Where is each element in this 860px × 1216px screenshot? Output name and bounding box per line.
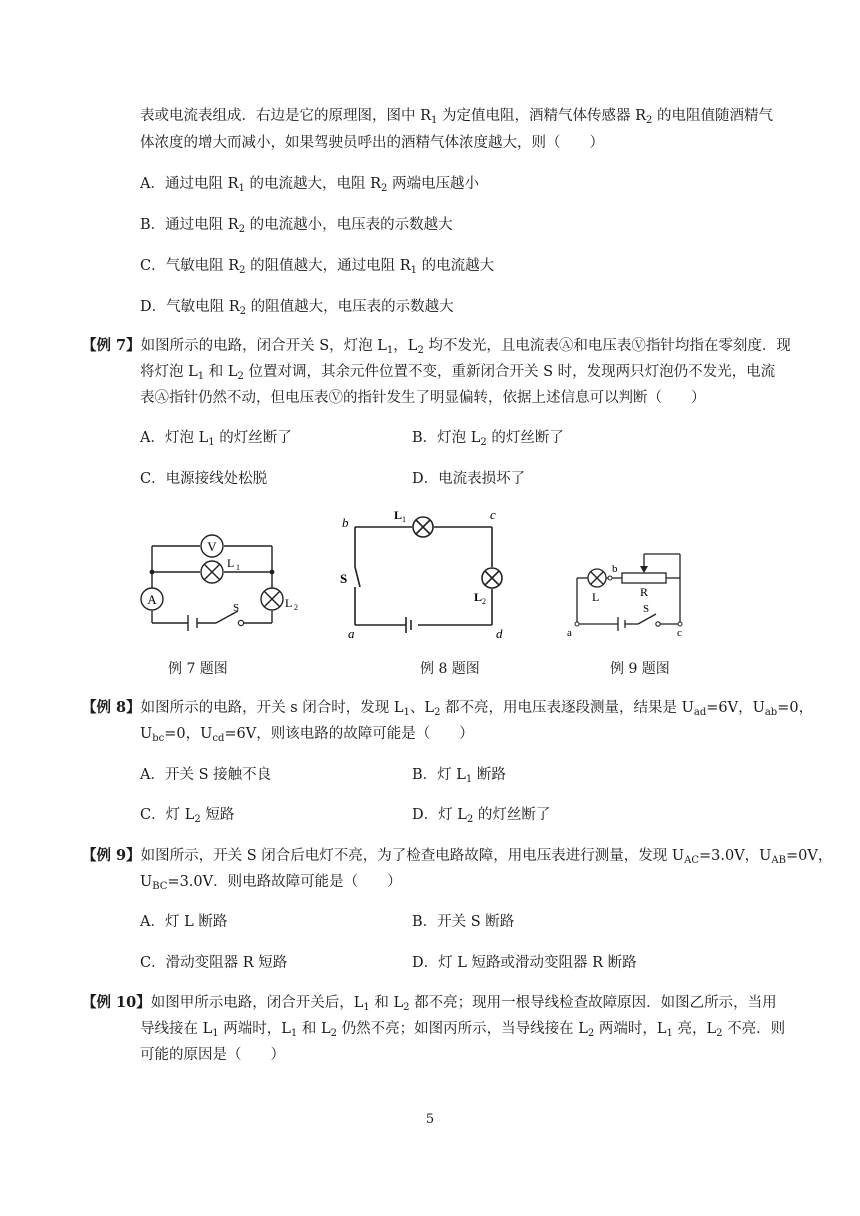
q10-stem-line3: 可能的原因是（ ） (140, 1047, 285, 1063)
q7-stem-line2: 将灯泡 $L_1$ 和 $L_2$ 位置对调，其余元件位置不变，重新闭合开关 S 时，发现两只灯泡仍不发光，电流 (140, 364, 776, 382)
lamp-l1-icon (201, 561, 223, 583)
figure-7-caption: 例 7 题图 (168, 661, 228, 677)
svg-text:L: L (474, 590, 483, 604)
svg-text:R: R (640, 585, 649, 599)
lamp-l2-icon (482, 568, 502, 588)
q8-stem-line2: $U_{bc}=0$，$U_{cd}=6V$，则该电路的故障可能是（ ） (140, 726, 474, 744)
svg-text:1: 1 (402, 515, 406, 524)
figure-7-circuit (130, 525, 310, 640)
svg-text:S: S (643, 603, 650, 615)
q8-option-c: C．灯 $L_2$ 短路 (140, 807, 235, 825)
q9-stem-line1: 【例 9】如图所示，开关 S 闭合后电灯不亮，为了检查电路故障，用电压表进行测量，发现 $U_{AC}=3.0V$，$U_{AB}=0V$， (82, 847, 833, 866)
q8-option-d: D．灯 $L_2$ 的灯丝断了 (412, 807, 551, 825)
q7-stem-line3: 表Ⓐ指针仍然不动，但电压表Ⓥ的指针发生了明显偏转，依据上述信息可以判断（ ） (140, 390, 706, 406)
svg-text:A: A (147, 592, 157, 607)
q9-option-c: C．滑动变阻器 R 短路 (140, 955, 288, 971)
q6-stem-line1: 表或电流表组成．右边是它的原理图，图中 $R_1$ 为定值电阻，酒精气体传感器 $R_2$ 的电阻值随酒精气 (140, 108, 774, 126)
lamp-l1-icon (413, 517, 433, 537)
svg-text:S: S (233, 602, 240, 614)
figure-9-circuit (560, 540, 700, 640)
voltmeter-icon (201, 535, 223, 557)
q7-stem-line1: 【例 7】如图所示的电路，闭合开关 S，灯泡 $L_1$，$L_2$ 均不发光，且电流表Ⓐ和电压表Ⓥ指针均指在零刻度．现 (82, 337, 791, 356)
lamp-l-icon (588, 569, 606, 587)
svg-text:L: L (227, 556, 235, 570)
q6-option-c: C．气敏电阻 $R_2$ 的阻值越大，通过电阻 $R_1$ 的电流越大 (140, 258, 495, 276)
figure-8-caption: 例 8 题图 (420, 661, 480, 677)
q10-stem-line2: 导线接在 $L_1$ 两端时，$L_1$ 和 $L_2$ 仍然不亮；如图丙所示，当导线接在 $L_2$ 两端时，$L_1$ 亮，$L_2$ 不亮．则 (140, 1021, 786, 1039)
svg-text:a: a (348, 626, 355, 641)
figure-8-circuit (330, 505, 520, 645)
page-number: 5 (425, 1112, 435, 1127)
q9-option-b: B．开关 S 断路 (412, 914, 515, 930)
figure-9-caption: 例 9 题图 (610, 661, 670, 677)
lamp-l2-icon (261, 588, 283, 610)
q8-stem-line1: 【例 8】如图所示的电路，开关 s 闭合时，发现 $L_1$、$L_2$ 都不亮，用电压表逐段测量，结果是 $U_{ad}=6V$，$U_{ab}=0$， (82, 699, 814, 718)
svg-text:c: c (490, 507, 496, 522)
svg-text:2: 2 (294, 603, 298, 612)
q6-option-d: D．气敏电阻 $R_2$ 的阻值越大，电压表的示数越大 (140, 299, 454, 317)
svg-text:L: L (285, 596, 293, 610)
q7-option-c: C．电源接线处松脱 (140, 471, 268, 487)
svg-text:1: 1 (236, 563, 240, 572)
q9-option-a: A．灯 L 断路 (140, 914, 228, 930)
q7-option-a: A．灯泡 $L_1$ 的灯丝断了 (140, 430, 292, 448)
q9-option-d: D．灯 L 短路或滑动变阻器 R 断路 (412, 955, 637, 971)
q10-stem-line1: 【例 10】如图甲所示电路，闭合开关后，$L_1$ 和 $L_2$ 都不亮；现用一根导线检查故障原因．如图乙所示，当用 (82, 994, 777, 1013)
svg-text:a: a (567, 627, 572, 639)
svg-text:S: S (340, 571, 348, 586)
q8-option-a: A．开关 S 接触不良 (140, 767, 272, 783)
q7-option-d: D．电流表损坏了 (412, 471, 526, 487)
svg-text:2: 2 (482, 597, 486, 606)
svg-text:L: L (394, 508, 403, 522)
q6-option-b: B．通过电阻 $R_2$ 的电流越小，电压表的示数越大 (140, 217, 453, 235)
q9-stem-line2: $U_{BC}=3.0V$．则电路故障可能是（ ） (140, 874, 402, 892)
svg-text:V: V (207, 539, 217, 554)
svg-text:b: b (342, 515, 349, 530)
q8-option-b: B．灯 $L_1$ 断路 (412, 767, 506, 785)
ammeter-icon (141, 588, 163, 610)
svg-text:L: L (592, 590, 600, 604)
svg-text:b: b (612, 563, 618, 575)
q7-option-b: B．灯泡 $L_2$ 的灯丝断了 (412, 430, 564, 448)
q6-stem-line2: 体浓度的增大而减小，如果驾驶员呼出的酒精气体浓度越大，则（ ） (140, 135, 604, 151)
svg-text:d: d (496, 626, 503, 641)
svg-text:c: c (677, 627, 682, 639)
q6-option-a: A．通过电阻 $R_1$ 的电流越大，电阻 $R_2$ 两端电压越小 (140, 176, 479, 194)
